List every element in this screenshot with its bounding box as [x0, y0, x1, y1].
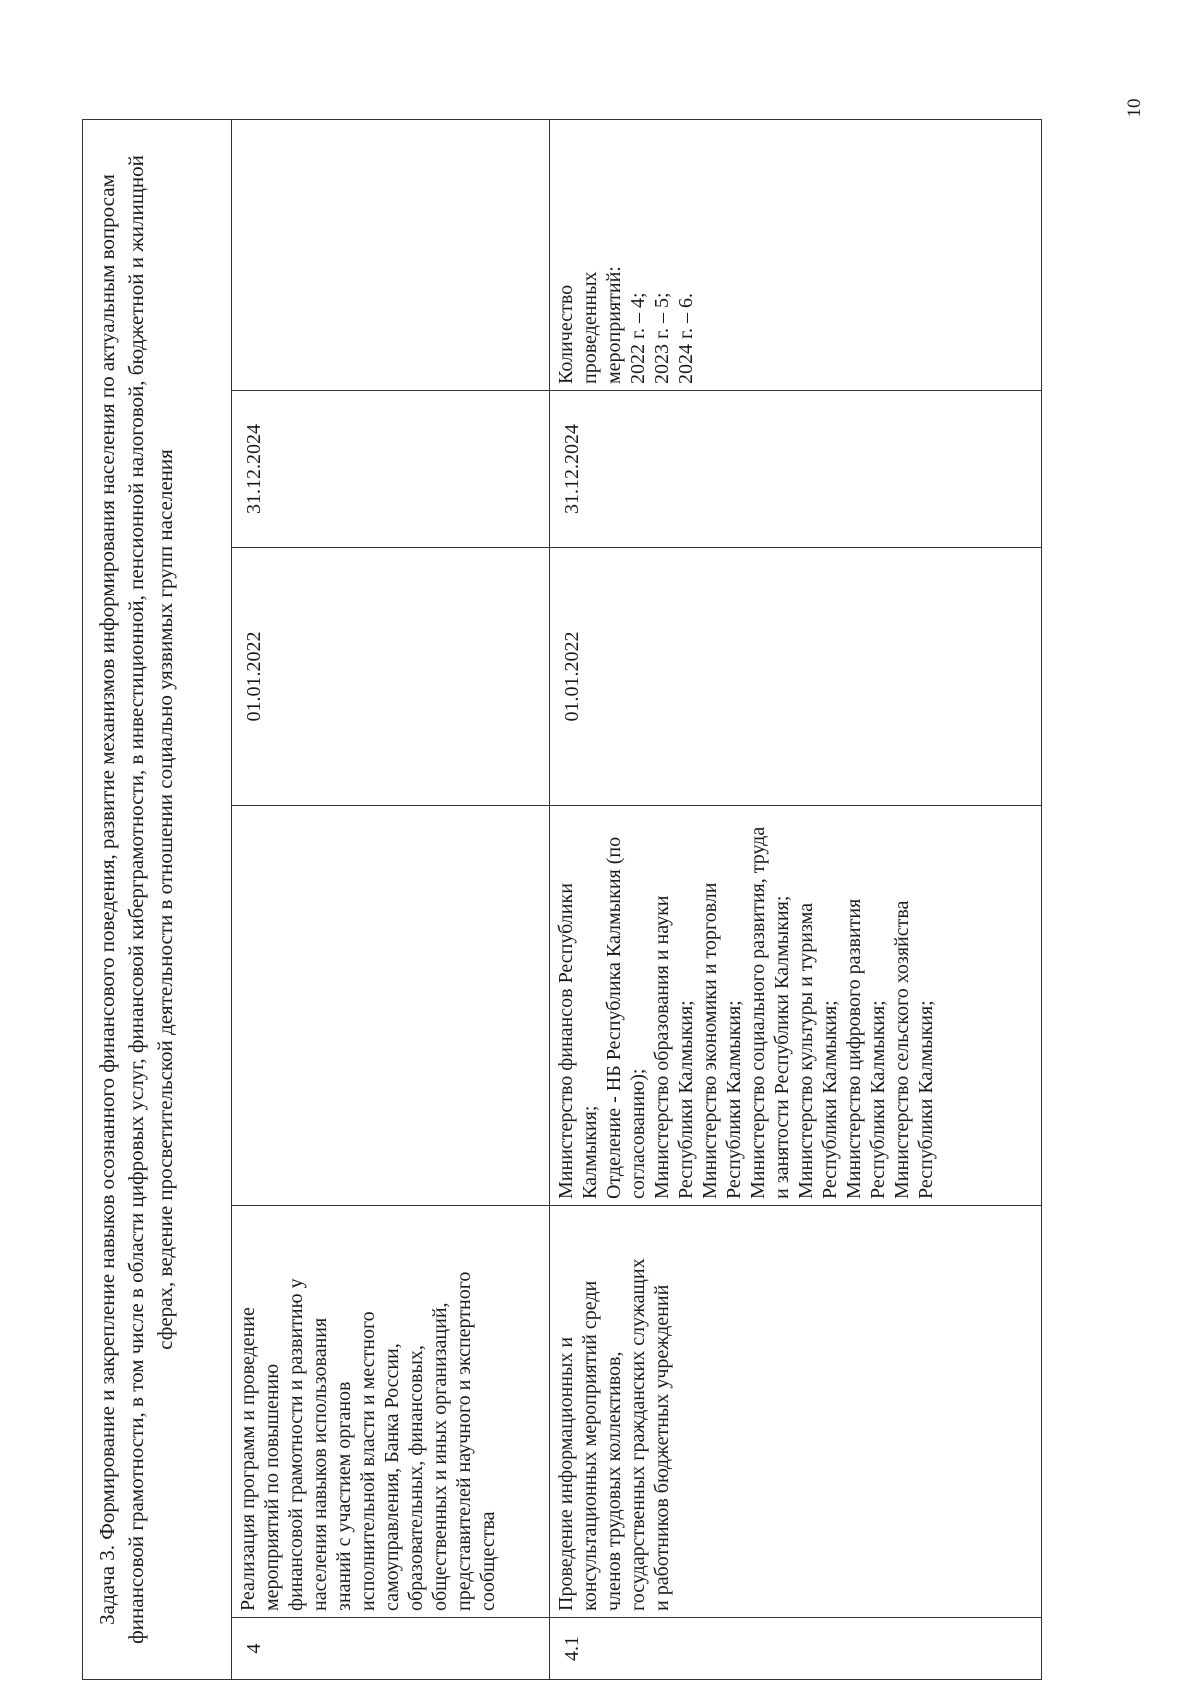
executor-line: Министерство образования и науки	[651, 895, 673, 1199]
result-line: 2023 г. – 5;	[651, 292, 673, 384]
start-date: 01.01.2022	[550, 548, 1042, 806]
activity-title-line: государственных гражданских служащих	[627, 1258, 649, 1611]
table-row	[232, 119, 550, 1679]
activity-title-line: консультационных мероприятий среди	[579, 1280, 601, 1611]
executor-line: Министерство финансов Республики	[555, 883, 577, 1199]
rotated-table-page	[82, 120, 1042, 1680]
activities-table	[82, 119, 1042, 1680]
result-cell	[232, 119, 550, 390]
executor-line: Республики Калмыкия;	[723, 1000, 745, 1199]
activity-title-line: финансовой грамотности и развитию у	[285, 1278, 307, 1611]
activity-title-line: исполнительной власти и местного	[357, 1311, 379, 1611]
activity-title-line: представителей научного и экспертного	[453, 1271, 475, 1611]
activity-title-line: сообщества	[477, 1511, 499, 1611]
activity-title-line: образовательных, финансовых,	[405, 1345, 427, 1611]
executor-line: Республики Калмыкия;	[675, 1000, 697, 1199]
executor-line: Отделение - НБ Республика Калмыкия (по	[603, 836, 625, 1199]
result-cell	[550, 119, 1042, 390]
activity-title-line: мероприятий по повышению	[261, 1363, 283, 1611]
activity-title	[232, 1206, 550, 1618]
executor-line: Министерство экономики и торговли	[699, 882, 721, 1199]
executor-line: Республики Калмыкия;	[915, 1000, 937, 1199]
activity-title-line: Реализация программ и проведение	[237, 1307, 259, 1611]
task-row	[83, 119, 232, 1679]
activity-title-line: самоуправления, Банка России,	[381, 1343, 403, 1611]
activity-title-line: знаний с участием органов	[333, 1381, 355, 1611]
activity-title	[550, 1206, 1042, 1618]
result-line: 2024 г. – 6.	[675, 293, 697, 384]
end-date: 31.12.2024	[550, 391, 1042, 548]
activity-title-line: общественных и иных организаций,	[429, 1302, 451, 1611]
executor-line: Министерство культуры и туризма	[795, 902, 817, 1199]
executor-line: и занятости Республики Калмыкия;	[771, 895, 793, 1199]
result-line: проведенных	[579, 271, 601, 384]
executors-cell	[232, 806, 550, 1206]
row-number: 4.1	[550, 1618, 1042, 1680]
task-title: Задача 3. Формирование и закрепление навыков осознанного финансового поведения, развитие механизмов информирования населения по актуальным вопросам финансовой грамотности, в том числе в области цифровых услуг, финансовой киберграмотности, в инвестиционной, пенсионной налоговой, бюджетной и жилищной сферах, ведение просветительской деятельности в отношении социально уязвимых групп населения	[83, 119, 232, 1679]
executor-line: Министерство социального развития, труда	[747, 826, 769, 1199]
row-number: 4	[232, 1618, 550, 1680]
result-line: 2022 г. – 4;	[627, 292, 649, 384]
result-line: Количество	[555, 284, 577, 384]
executor-line: Калмыкия;	[579, 1105, 601, 1199]
executor-line: Министерство цифрового развития	[843, 898, 865, 1199]
activity-title-line: и работников бюджетных учреждений	[651, 1284, 673, 1611]
activity-title-line: Проведение информационных и	[555, 1336, 577, 1611]
executor-line: согласованию);	[627, 1068, 649, 1199]
executor-line: Республики Калмыкия;	[867, 1000, 889, 1199]
result-line: мероприятий:	[603, 266, 625, 384]
executor-line: Министерство сельского хозяйства	[891, 900, 913, 1199]
activity-title-line: членов трудовых коллективов,	[603, 1351, 625, 1611]
end-date: 31.12.2024	[232, 391, 550, 548]
table-row	[550, 119, 1042, 1679]
page-number-text: 10	[1124, 98, 1145, 118]
executors-cell	[550, 806, 1042, 1206]
start-date: 01.01.2022	[232, 548, 550, 806]
activity-title-line: населения навыков использования	[309, 1317, 331, 1611]
executor-line: Республики Калмыкия;	[819, 1000, 841, 1199]
